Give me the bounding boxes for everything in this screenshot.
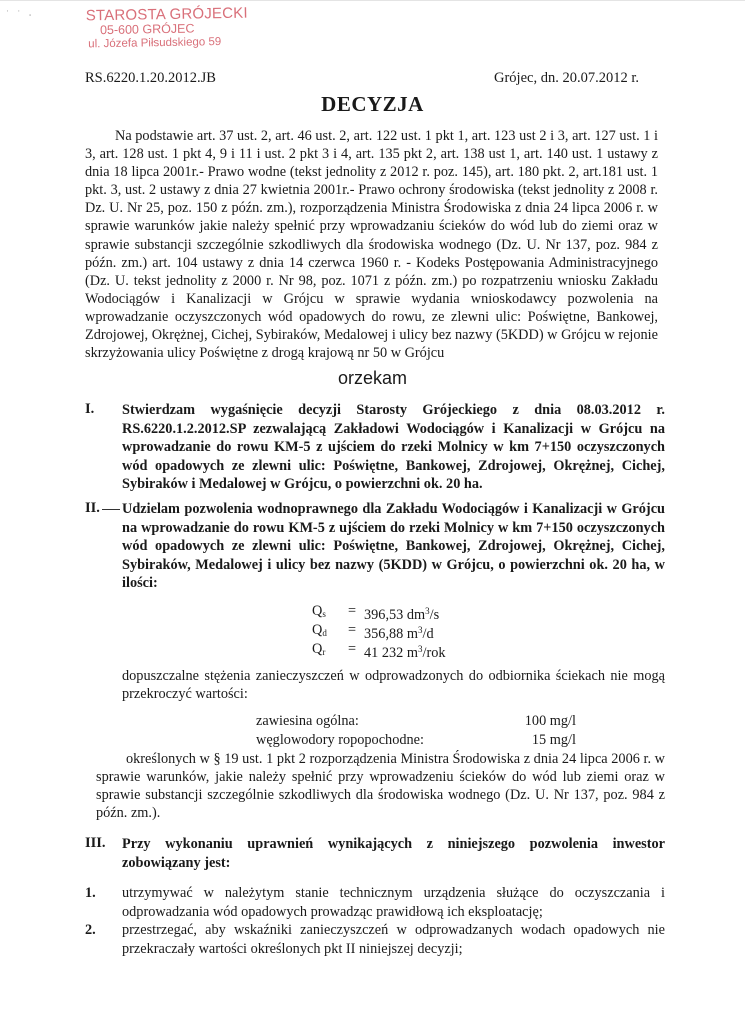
scan-specks: · · ¸ [6,6,35,16]
place-and-date: Grójec, dn. 20.07.2012 r. [494,70,639,86]
reference-number: RS.6220.1.20.2012.JB [85,70,216,86]
section-ii-text: Udzielam pozwolenia wodnoprawnego dla Zakładu Wodociągów i Kanalizacji w Grójcu na wprowadzanie do rowu KM-5 z ujściem do rzeki Molnicy w km 7+150 oczyszczonych wód opadowych ze zlewni ulic: Poświętne, Bankowej, Zdrojowej, Okrężnej, Cichej, Sybiraków, Medalowej i ulicy bez nazwy (5KDD) w Grójcu, o powierzchni ok. 20 ha, w ilości: [122,501,665,592]
section-ii-number: II. [85,500,100,516]
list-item-text: utrzymywać w należytym stanie technicznym urządzenia służące do oczyszczania i odprowadzania wód opadowych prowadząc prawidłową ich eksploatację; [122,885,665,920]
document-title: DECYZJA [321,92,424,116]
limit-row [256,731,576,750]
orzekam-heading: orzekam [337,368,408,388]
list-item-number: 2. [85,922,96,938]
section-i-text: Stwierdzam wygaśnięcie decyzji Starosty Grójeckiego z dnia 08.03.2012 r. RS.6220.1.2.2012.SP zezwalającą Zakładowi Wodociągów i Kanalizacji w Grójcu na wprowadzanie do rowu KM-5 z ujściem do rzeki Molnicy w km 7+150 oczyszczonych wód opadowych ze zlewni ulic: Poświętne, Bankowej, Zdrojowej, Okrężnej, Cichej, Sybiraków i Medalowej w Grójcu, o powierzchni ok. 20 ha. [122,402,665,493]
flow-row-qr: $Q_r$ = 41 232 $m^3$/rok [312,641,446,661]
flow-formulas [312,602,446,659]
list-item-number: 1. [85,885,96,901]
limit-value: 100 mg/l [524,713,576,729]
flow-row-qd: $Q_d$ = 356,88 $m^3/d$ [312,622,434,642]
legal-basis-paragraph: Na podstawie art. 37 ust. 2, art. 46 ust. 2, art. 122 ust. 1 pkt 1, art. 123 ust 2 i 3, art. 127 ust. 1 i 3, art. 128 ust. 1 pkt 4, 9 i 11 i ust. 2 pkt 3 i 4, art. 135 pkt 2, art. 138 ust 1, art. 140 ust. 1 ustawy z dnia 18 lipca 2001r.- Prawo wodne (tekst jednolity z 2012 r. poz. 145), art. 180 pkt. 2, art.181 ust. 1 pkt. 3, ust. 2 ustawy z dnia 27 kwietnia 2001r.- Prawo ochrony środowiska (tekst jednolity z 2008 r. Dz. U. Nr 25, poz. 150 z późn. zm.), rozporządzenia Ministra Środowiska z dnia 24 lipca 2006 r. w sprawie warunków jakie należy spełnić przy wprowadzaniu ścieków do wód lub do ziemi oraz w sprawie substancji szczególnie szkodliwych dla środowiska wodnego (Dz. U. Nr 137, poz. 984 z późn. zm.) art. 104 ustawy z dnia 14 czerwca 1960 r. - Kodeks Postępowania Administracyjnego (Dz. U. tekst jednolity z 2000 r. Nr 98, poz. 1071 z późn. zm.) po rozpatrzeniu wniosku Zakładu Wodociągów i Kanalizacji w Grójcu w sprawie wydania wnioskodawcy pozwolenia na wprowadzanie oczyszczonych wód opadowych do rowu, ze zlewni ulic: Poświętne, Bankowej, Zdrojowej, Okrężnej, Cichej, Sybiraków, Medalowej i ulicy bez nazwy (5KDD) w Grójcu w rejonie skrzyżowania ulicy Poświętne z drogą krajową nr 50 w Grójcu [85,128,658,362]
limit-name: węglowodory ropopochodne: [256,731,424,748]
stamp-line-2: 05-600 GRÓJEC [99,21,195,38]
limit-row [256,712,576,731]
section-iii-text: Przy wykonaniu uprawnień wynikających z niniejszego pozwolenia inwestor zobowiązany jest: [122,836,665,871]
limit-value: 15 mg/l [531,731,576,748]
section-iii-number: III. [85,835,106,851]
limit-name: zawiesina ogólna: [256,713,359,729]
flow-row-qs: $Q_s$ = 396,53 $dm^3/s$ [312,603,440,623]
section-i-number: I. [85,401,95,417]
stamp-line-3: ul. Józefa Piłsudskiego 59 [88,36,222,51]
scan-edge-line [0,0,745,1]
regulation-reference-paragraph: określonych w § 19 ust. 1 pkt 2 rozporządzenia Ministra Środowiska z dnia 24 lipca 2006 r. w sprawie warunków, jakie należy spełnić przy wprowadzeniu ścieków do wód lub ziemi oraz w sprawie substancji szczególnie szkodliwych dla środowiska wodnego (Dz. U. Nr 137, poz. 984 z późn. zm.). [96,751,665,822]
stamp-line-1: STAROSTA GRÓJECKI [85,4,248,25]
office-stamp [85,4,249,52]
limits-table [256,712,576,749]
list-item-text: przestrzegać, aby wskaźniki zanieczyszczeń w odprowadzanych wodach opadowych nie przekraczały wartości określonych pkt II niniejszej decyzji; [122,922,665,957]
concentration-paragraph: dopuszczalne stężenia zanieczyszczeń w odprowadzonych do odbiornika ściekach nie mogą przekroczyć wartości: [122,668,665,703]
